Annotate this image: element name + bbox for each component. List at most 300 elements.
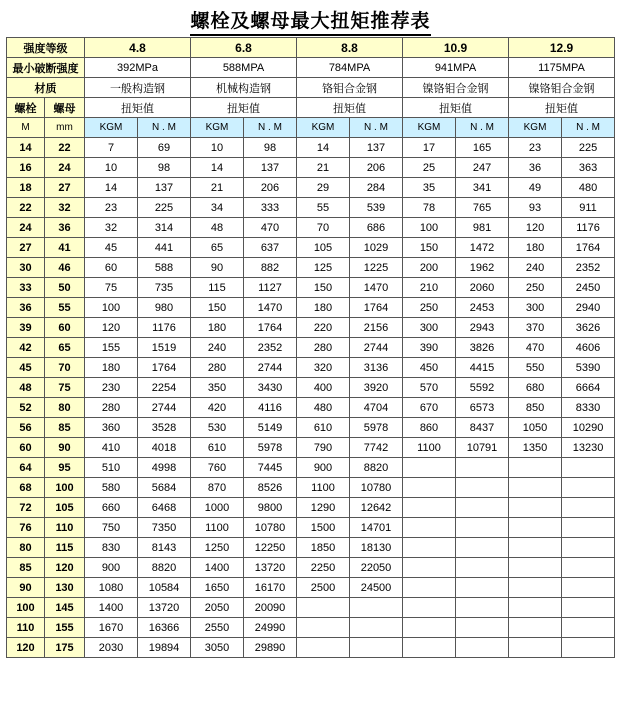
cell-torque: 1290 [297, 498, 350, 518]
cell-torque: 1764 [138, 358, 191, 378]
cell-nut-size: 100 [45, 478, 85, 498]
cell-torque [403, 558, 456, 578]
cell-torque: 24990 [244, 618, 297, 638]
cell-nut-size: 50 [45, 278, 85, 298]
cell-torque [562, 498, 615, 518]
cell-nut-size: 105 [45, 498, 85, 518]
cell-torque: 911 [562, 198, 615, 218]
table-row [7, 478, 615, 498]
cell-torque: 247 [456, 158, 509, 178]
cell-torque: 7445 [244, 458, 297, 478]
cell-torque: 10780 [244, 518, 297, 538]
cell-torque [297, 598, 350, 618]
header-row-strength [7, 58, 615, 78]
header-row-units [7, 118, 615, 138]
cell-torque: 400 [297, 378, 350, 398]
cell-torque: 8437 [456, 418, 509, 438]
cell-nut-size: 32 [45, 198, 85, 218]
cell-bolt-size: 72 [7, 498, 45, 518]
cell-bolt-size: 60 [7, 438, 45, 458]
cell-torque: 3920 [350, 378, 403, 398]
cell-torque: 1100 [403, 438, 456, 458]
cell-torque: 14701 [350, 518, 403, 538]
cell-torque: 1050 [509, 418, 562, 438]
cell-torque: 1670 [85, 618, 138, 638]
cell-torque: 22050 [350, 558, 403, 578]
table-row [7, 498, 615, 518]
material-10-9: 镍铬钼合金钢 [403, 78, 509, 98]
cell-torque: 1250 [191, 538, 244, 558]
cell-torque: 180 [297, 298, 350, 318]
cell-torque: 10780 [350, 478, 403, 498]
cell-torque: 280 [85, 398, 138, 418]
cell-torque: 3136 [350, 358, 403, 378]
cell-torque [403, 478, 456, 498]
cell-torque: 3528 [138, 418, 191, 438]
cell-torque [509, 598, 562, 618]
cell-torque: 4998 [138, 458, 191, 478]
cell-torque [456, 558, 509, 578]
cell-torque: 5592 [456, 378, 509, 398]
table-row [7, 418, 615, 438]
header-label-grade: 强度等级 [7, 38, 85, 58]
cell-torque: 280 [297, 338, 350, 358]
cell-torque: 333 [244, 198, 297, 218]
cell-torque: 4415 [456, 358, 509, 378]
cell-torque [456, 578, 509, 598]
table-row [7, 278, 615, 298]
cell-torque: 70 [297, 218, 350, 238]
cell-torque [456, 638, 509, 658]
cell-torque: 300 [403, 318, 456, 338]
unit-nm-8-8: N . M [350, 118, 403, 138]
cell-torque [562, 518, 615, 538]
cell-torque: 65 [191, 238, 244, 258]
grade-10-9: 10.9 [403, 38, 509, 58]
table-row [7, 298, 615, 318]
cell-torque: 16366 [138, 618, 191, 638]
cell-torque: 670 [403, 398, 456, 418]
cell-torque: 49 [509, 178, 562, 198]
cell-torque: 13720 [244, 558, 297, 578]
cell-torque: 32 [85, 218, 138, 238]
cell-torque [403, 458, 456, 478]
cell-torque: 2940 [562, 298, 615, 318]
grade-12-9: 12.9 [509, 38, 615, 58]
cell-bolt-size: 110 [7, 618, 45, 638]
cell-torque: 2500 [297, 578, 350, 598]
cell-torque: 314 [138, 218, 191, 238]
cell-torque: 686 [350, 218, 403, 238]
cell-torque: 3050 [191, 638, 244, 658]
torque-label-10-9: 扭矩值 [403, 98, 509, 118]
cell-torque: 100 [85, 298, 138, 318]
material-12-9: 镍铬钼合金钢 [509, 78, 615, 98]
cell-nut-size: 120 [45, 558, 85, 578]
grade-6-8: 6.8 [191, 38, 297, 58]
cell-bolt-size: 24 [7, 218, 45, 238]
cell-torque: 29 [297, 178, 350, 198]
cell-nut-size: 22 [45, 138, 85, 158]
cell-torque: 98 [138, 158, 191, 178]
cell-torque: 4606 [562, 338, 615, 358]
cell-torque: 34 [191, 198, 244, 218]
cell-torque: 320 [297, 358, 350, 378]
cell-torque: 637 [244, 238, 297, 258]
unit-kgm-12-9: KGM [509, 118, 562, 138]
cell-torque: 4116 [244, 398, 297, 418]
cell-torque: 1850 [297, 538, 350, 558]
cell-torque: 370 [509, 318, 562, 338]
cell-torque: 69 [138, 138, 191, 158]
cell-torque: 13230 [562, 438, 615, 458]
strength-8-8: 784MPA [297, 58, 403, 78]
cell-torque: 17 [403, 138, 456, 158]
cell-torque: 200 [403, 258, 456, 278]
cell-nut-size: 24 [45, 158, 85, 178]
header-label-bolt: 螺栓 [7, 98, 45, 118]
cell-nut-size: 95 [45, 458, 85, 478]
cell-bolt-size: 30 [7, 258, 45, 278]
cell-torque: 100 [403, 218, 456, 238]
cell-torque: 390 [403, 338, 456, 358]
cell-torque: 882 [244, 258, 297, 278]
cell-torque: 7350 [138, 518, 191, 538]
cell-nut-size: 175 [45, 638, 85, 658]
cell-torque: 1350 [509, 438, 562, 458]
cell-torque: 480 [562, 178, 615, 198]
cell-torque: 450 [403, 358, 456, 378]
cell-torque: 3626 [562, 318, 615, 338]
table-row [7, 518, 615, 538]
cell-torque: 2352 [562, 258, 615, 278]
cell-torque: 610 [191, 438, 244, 458]
cell-torque: 539 [350, 198, 403, 218]
torque-label-8-8: 扭矩值 [297, 98, 403, 118]
cell-torque: 1127 [244, 278, 297, 298]
cell-torque [509, 538, 562, 558]
cell-torque: 284 [350, 178, 403, 198]
cell-torque: 55 [297, 198, 350, 218]
table-body [7, 138, 615, 658]
cell-torque: 206 [350, 158, 403, 178]
cell-torque: 18130 [350, 538, 403, 558]
cell-bolt-size: 39 [7, 318, 45, 338]
table-row [7, 558, 615, 578]
cell-torque: 900 [297, 458, 350, 478]
cell-nut-size: 155 [45, 618, 85, 638]
cell-torque [509, 518, 562, 538]
cell-nut-size: 80 [45, 398, 85, 418]
cell-torque: 830 [85, 538, 138, 558]
cell-torque: 4018 [138, 438, 191, 458]
unit-nm-12-9: N . M [562, 118, 615, 138]
cell-torque: 14 [85, 178, 138, 198]
cell-torque: 60 [85, 258, 138, 278]
cell-nut-size: 70 [45, 358, 85, 378]
cell-torque [456, 518, 509, 538]
cell-torque: 870 [191, 478, 244, 498]
cell-torque: 2744 [244, 358, 297, 378]
cell-nut-size: 55 [45, 298, 85, 318]
cell-torque: 4704 [350, 398, 403, 418]
cell-torque: 850 [509, 398, 562, 418]
table-row [7, 438, 615, 458]
cell-torque: 588 [138, 258, 191, 278]
cell-torque: 360 [85, 418, 138, 438]
cell-torque [456, 598, 509, 618]
cell-torque: 2030 [85, 638, 138, 658]
cell-torque: 1000 [191, 498, 244, 518]
cell-torque: 23 [509, 138, 562, 158]
cell-torque: 735 [138, 278, 191, 298]
grade-8-8: 8.8 [297, 38, 403, 58]
unit-nm-6-8: N . M [244, 118, 297, 138]
strength-12-9: 1175MPA [509, 58, 615, 78]
cell-torque: 1472 [456, 238, 509, 258]
cell-torque: 180 [509, 238, 562, 258]
cell-torque: 120 [85, 318, 138, 338]
unit-nm-10-9: N . M [456, 118, 509, 138]
table-row [7, 618, 615, 638]
cell-torque: 363 [562, 158, 615, 178]
cell-bolt-size: 64 [7, 458, 45, 478]
cell-torque: 570 [403, 378, 456, 398]
cell-torque [350, 618, 403, 638]
cell-torque: 2744 [350, 338, 403, 358]
cell-torque [403, 518, 456, 538]
unit-kgm-6-8: KGM [191, 118, 244, 138]
cell-torque: 120 [509, 218, 562, 238]
grade-4-8: 4.8 [85, 38, 191, 58]
strength-4-8: 392MPa [85, 58, 191, 78]
cell-torque: 660 [85, 498, 138, 518]
table-row [7, 458, 615, 478]
cell-torque: 480 [297, 398, 350, 418]
cell-torque: 280 [191, 358, 244, 378]
cell-torque [509, 498, 562, 518]
cell-torque: 410 [85, 438, 138, 458]
cell-torque [403, 598, 456, 618]
cell-torque: 2050 [191, 598, 244, 618]
cell-torque: 1500 [297, 518, 350, 538]
cell-torque [403, 578, 456, 598]
header-label-nut: 螺母 [45, 98, 85, 118]
cell-torque: 530 [191, 418, 244, 438]
cell-bolt-size: 16 [7, 158, 45, 178]
cell-torque: 2744 [138, 398, 191, 418]
cell-torque: 150 [297, 278, 350, 298]
cell-bolt-size: 42 [7, 338, 45, 358]
cell-bolt-size: 14 [7, 138, 45, 158]
cell-torque: 150 [191, 298, 244, 318]
cell-torque [403, 538, 456, 558]
cell-torque: 240 [509, 258, 562, 278]
cell-torque: 5978 [244, 438, 297, 458]
cell-torque: 2156 [350, 318, 403, 338]
table-head [7, 38, 615, 138]
cell-torque: 760 [191, 458, 244, 478]
cell-torque: 981 [456, 218, 509, 238]
cell-torque [562, 458, 615, 478]
cell-torque: 180 [85, 358, 138, 378]
cell-torque [562, 578, 615, 598]
strength-6-8: 588MPA [191, 58, 297, 78]
cell-torque: 2550 [191, 618, 244, 638]
cell-torque: 10290 [562, 418, 615, 438]
cell-torque: 250 [403, 298, 456, 318]
cell-torque: 16170 [244, 578, 297, 598]
torque-label-6-8: 扭矩值 [191, 98, 297, 118]
cell-bolt-size: 48 [7, 378, 45, 398]
cell-torque: 1225 [350, 258, 403, 278]
cell-torque [562, 598, 615, 618]
cell-nut-size: 130 [45, 578, 85, 598]
cell-torque [562, 538, 615, 558]
cell-torque: 2453 [456, 298, 509, 318]
cell-bolt-size: 27 [7, 238, 45, 258]
cell-bolt-size: 36 [7, 298, 45, 318]
cell-torque: 2060 [456, 278, 509, 298]
cell-bolt-size: 85 [7, 558, 45, 578]
cell-torque [403, 638, 456, 658]
cell-torque [456, 458, 509, 478]
cell-torque [350, 638, 403, 658]
table-row [7, 358, 615, 378]
header-unit-mm: mm [45, 118, 85, 138]
cell-torque: 341 [456, 178, 509, 198]
cell-torque: 21 [297, 158, 350, 178]
table-row [7, 178, 615, 198]
cell-torque: 206 [244, 178, 297, 198]
cell-torque: 1400 [85, 598, 138, 618]
cell-torque: 6573 [456, 398, 509, 418]
cell-torque: 9800 [244, 498, 297, 518]
cell-torque: 10 [85, 158, 138, 178]
cell-torque: 6468 [138, 498, 191, 518]
cell-torque: 2943 [456, 318, 509, 338]
cell-torque: 1519 [138, 338, 191, 358]
cell-torque: 1764 [350, 298, 403, 318]
header-unit-m: M [7, 118, 45, 138]
cell-torque: 48 [191, 218, 244, 238]
cell-torque: 13720 [138, 598, 191, 618]
cell-torque: 441 [138, 238, 191, 258]
cell-torque: 90 [191, 258, 244, 278]
table-row [7, 138, 615, 158]
header-label-material: 材质 [7, 78, 85, 98]
cell-torque [509, 458, 562, 478]
cell-torque: 115 [191, 278, 244, 298]
cell-torque [509, 578, 562, 598]
cell-bolt-size: 52 [7, 398, 45, 418]
cell-torque: 220 [297, 318, 350, 338]
unit-nm-4-8: N . M [138, 118, 191, 138]
cell-torque: 1029 [350, 238, 403, 258]
cell-torque [509, 618, 562, 638]
cell-torque: 10 [191, 138, 244, 158]
cell-torque: 5149 [244, 418, 297, 438]
cell-bolt-size: 76 [7, 518, 45, 538]
cell-torque: 765 [456, 198, 509, 218]
cell-torque: 3826 [456, 338, 509, 358]
cell-torque: 860 [403, 418, 456, 438]
cell-torque: 610 [297, 418, 350, 438]
header-row-torque [7, 98, 615, 118]
cell-torque: 3430 [244, 378, 297, 398]
cell-torque: 1400 [191, 558, 244, 578]
cell-torque: 550 [509, 358, 562, 378]
cell-torque: 10791 [456, 438, 509, 458]
cell-torque [562, 558, 615, 578]
unit-kgm-10-9: KGM [403, 118, 456, 138]
cell-torque: 470 [244, 218, 297, 238]
cell-torque: 137 [244, 158, 297, 178]
cell-torque [456, 498, 509, 518]
cell-torque: 2450 [562, 278, 615, 298]
cell-torque [509, 558, 562, 578]
cell-bolt-size: 100 [7, 598, 45, 618]
cell-torque: 1176 [138, 318, 191, 338]
unit-kgm-4-8: KGM [85, 118, 138, 138]
cell-torque: 5390 [562, 358, 615, 378]
cell-nut-size: 110 [45, 518, 85, 538]
cell-torque: 20090 [244, 598, 297, 618]
cell-torque: 8143 [138, 538, 191, 558]
cell-nut-size: 145 [45, 598, 85, 618]
cell-torque: 2254 [138, 378, 191, 398]
cell-torque: 1176 [562, 218, 615, 238]
cell-torque: 900 [85, 558, 138, 578]
cell-torque: 137 [138, 178, 191, 198]
table-row [7, 578, 615, 598]
cell-torque: 14 [297, 138, 350, 158]
cell-torque [562, 478, 615, 498]
cell-bolt-size: 68 [7, 478, 45, 498]
cell-torque: 1764 [562, 238, 615, 258]
cell-torque: 155 [85, 338, 138, 358]
page-title-text: 螺栓及螺母最大扭矩推荐表 [190, 10, 430, 36]
cell-torque: 5684 [138, 478, 191, 498]
header-row-grade [7, 38, 615, 58]
cell-torque: 790 [297, 438, 350, 458]
cell-torque: 45 [85, 238, 138, 258]
cell-torque [297, 618, 350, 638]
cell-torque: 180 [191, 318, 244, 338]
cell-torque: 165 [456, 138, 509, 158]
cell-bolt-size: 18 [7, 178, 45, 198]
cell-torque: 7742 [350, 438, 403, 458]
cell-nut-size: 27 [45, 178, 85, 198]
cell-torque: 2250 [297, 558, 350, 578]
table-row [7, 258, 615, 278]
cell-torque: 25 [403, 158, 456, 178]
table-row [7, 218, 615, 238]
cell-torque: 580 [85, 478, 138, 498]
cell-torque: 680 [509, 378, 562, 398]
cell-torque: 210 [403, 278, 456, 298]
cell-torque [456, 478, 509, 498]
cell-torque [297, 638, 350, 658]
table-row [7, 638, 615, 658]
cell-torque: 1962 [456, 258, 509, 278]
table-row [7, 198, 615, 218]
cell-torque [456, 618, 509, 638]
material-4-8: 一般构造钢 [85, 78, 191, 98]
cell-torque: 5978 [350, 418, 403, 438]
table-row [7, 598, 615, 618]
cell-torque: 1100 [297, 478, 350, 498]
